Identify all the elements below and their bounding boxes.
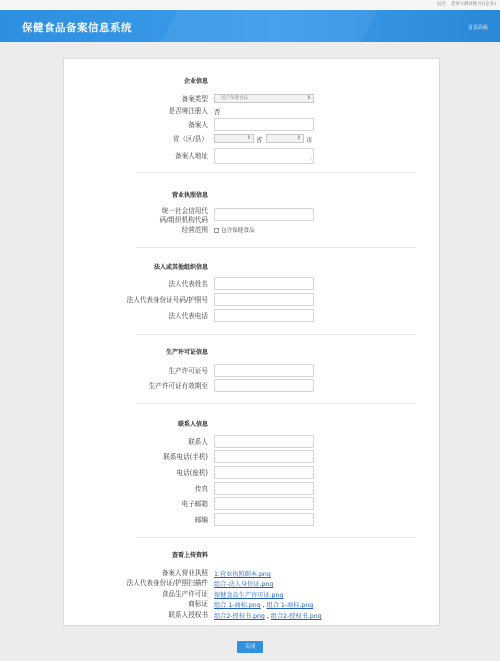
upload-auth-links: 组合2-授权书.png , 组合2-授权书.png xyxy=(214,613,322,620)
filer-address-textarea[interactable] xyxy=(214,148,314,164)
filer-input[interactable] xyxy=(214,118,314,131)
contact-tel-input[interactable] xyxy=(214,466,314,479)
permit-no-label: 生产许可证号 xyxy=(168,367,208,375)
section-title-enterprise: 企业信息 xyxy=(183,78,208,85)
contact-zip-label: 邮编 xyxy=(194,516,208,524)
upload-trademark-label: 商标证 xyxy=(188,600,208,608)
upload-id-label: 法人代表身份证/护照扫描件 xyxy=(126,579,208,587)
filing-type-value: 国产保健食品 xyxy=(221,96,248,101)
city-select[interactable] xyxy=(266,134,304,143)
user-greeting: 您好!(测试账号)(企业) xyxy=(451,2,496,7)
permit-no-input[interactable] xyxy=(214,364,314,377)
section-title-uploads: 查看上传资料 xyxy=(171,552,208,559)
chevron-updown-icon: ⇕ xyxy=(296,135,301,141)
permit-valid-label: 生产许可证有效期至 xyxy=(148,382,208,390)
legal-phone-label: 法人代表电话 xyxy=(168,312,208,320)
upload-license-links xyxy=(214,569,271,578)
filing-type-label: 备案类型 xyxy=(181,95,208,103)
business-scope-label: 经营范围 xyxy=(181,226,208,234)
contact-tel-label: 电话(座机) xyxy=(176,469,208,477)
upload-trademark-links: 组合 1-商标.png , 组合 1-商标.png xyxy=(214,602,314,609)
legal-name-input[interactable] xyxy=(214,277,314,290)
logout-link[interactable]: 退出 xyxy=(436,2,446,7)
upload-permit-links xyxy=(214,590,283,599)
top-bar-links xyxy=(433,1,496,7)
upload-permit-label: 食品生产许可证 xyxy=(161,590,208,598)
credit-code-label-line1: 统一社会信用代 xyxy=(161,207,208,215)
section-title-permit: 生产许可证信息 xyxy=(165,349,208,356)
permit-valid-input[interactable] xyxy=(214,379,314,392)
chevron-updown-icon: ⇕ xyxy=(306,95,311,101)
province-select[interactable] xyxy=(214,134,254,143)
app-title: 保健食品备案信息系统 xyxy=(22,22,132,34)
credit-code-input[interactable] xyxy=(214,208,314,221)
section-divider xyxy=(136,537,416,538)
contact-mobile-input[interactable] xyxy=(214,450,314,463)
section-divider xyxy=(136,334,416,335)
legal-id-input[interactable] xyxy=(214,293,314,306)
close-button[interactable]: 关闭 xyxy=(237,641,263,653)
city-unit: 市 xyxy=(306,137,313,144)
filer-address-label: 备案人地址 xyxy=(175,152,208,160)
section-divider xyxy=(136,247,416,248)
upload-id-file-link[interactable]: 组合-法人身份证.png xyxy=(214,581,274,588)
upload-auth-file-link-1[interactable]: 组合2-授权书.png xyxy=(214,613,265,620)
home-panel-link[interactable]: 首页面板 xyxy=(467,25,488,31)
contact-fax-label: 传真 xyxy=(194,485,208,493)
contact-person-label: 联系人 xyxy=(188,438,208,446)
upload-license-label: 备案人营业执照 xyxy=(161,569,208,577)
section-divider xyxy=(136,172,416,173)
contact-email-label: 电子邮箱 xyxy=(181,500,208,508)
overseas-registrant-value: 否 xyxy=(214,109,221,116)
business-scope-option-label: 包含保健食品 xyxy=(221,228,255,234)
main-form-panel xyxy=(63,58,440,626)
upload-permit-file-link[interactable]: 保健食品生产许可证.png xyxy=(214,592,284,599)
upload-trademark-file-link-1[interactable]: 组合 1-商标.png xyxy=(214,602,261,609)
upload-trademark-file-link-2[interactable]: 组合 1-商标.png xyxy=(266,602,314,609)
chevron-updown-icon: ⇕ xyxy=(246,135,251,141)
top-bar xyxy=(0,0,500,10)
section-title-license: 营业执照信息 xyxy=(171,192,208,199)
contact-fax-input[interactable] xyxy=(214,482,314,495)
filer-label: 备案人 xyxy=(188,121,208,129)
legal-id-label: 法人代表身份证号码/护照号 xyxy=(126,296,208,304)
section-title-contact: 联系人信息 xyxy=(177,421,208,428)
legal-name-label: 法人代表姓名 xyxy=(168,280,208,288)
legal-phone-input[interactable] xyxy=(214,309,314,322)
overseas-registrant-label: 是否境注册人 xyxy=(168,107,208,115)
filing-type-select[interactable] xyxy=(214,94,314,103)
business-scope-option[interactable] xyxy=(214,226,255,234)
resize-grip-icon[interactable]: ⟋ xyxy=(308,157,312,163)
contact-email-input[interactable] xyxy=(214,497,314,510)
upload-id-links xyxy=(214,579,273,588)
contact-zip-input[interactable] xyxy=(214,513,314,526)
section-title-legal: 法人或其他组织信息 xyxy=(153,264,208,271)
upload-license-file-link[interactable]: 1.营业执照副本.png xyxy=(214,571,271,578)
upload-auth-file-link-2[interactable]: 组合2-授权书.png xyxy=(270,613,322,620)
app-header xyxy=(0,10,500,42)
checkbox-icon[interactable] xyxy=(214,228,219,233)
province-unit: 省 xyxy=(256,137,263,144)
upload-auth-label: 联系人授权书 xyxy=(168,611,208,619)
province-label: 省（区/县） xyxy=(172,135,208,143)
credit-code-label-line2: 码/组织机构代码 xyxy=(159,216,208,224)
contact-person-input[interactable] xyxy=(214,435,314,448)
contact-mobile-label: 联系电话(手机) xyxy=(163,453,208,461)
section-divider xyxy=(136,403,416,404)
